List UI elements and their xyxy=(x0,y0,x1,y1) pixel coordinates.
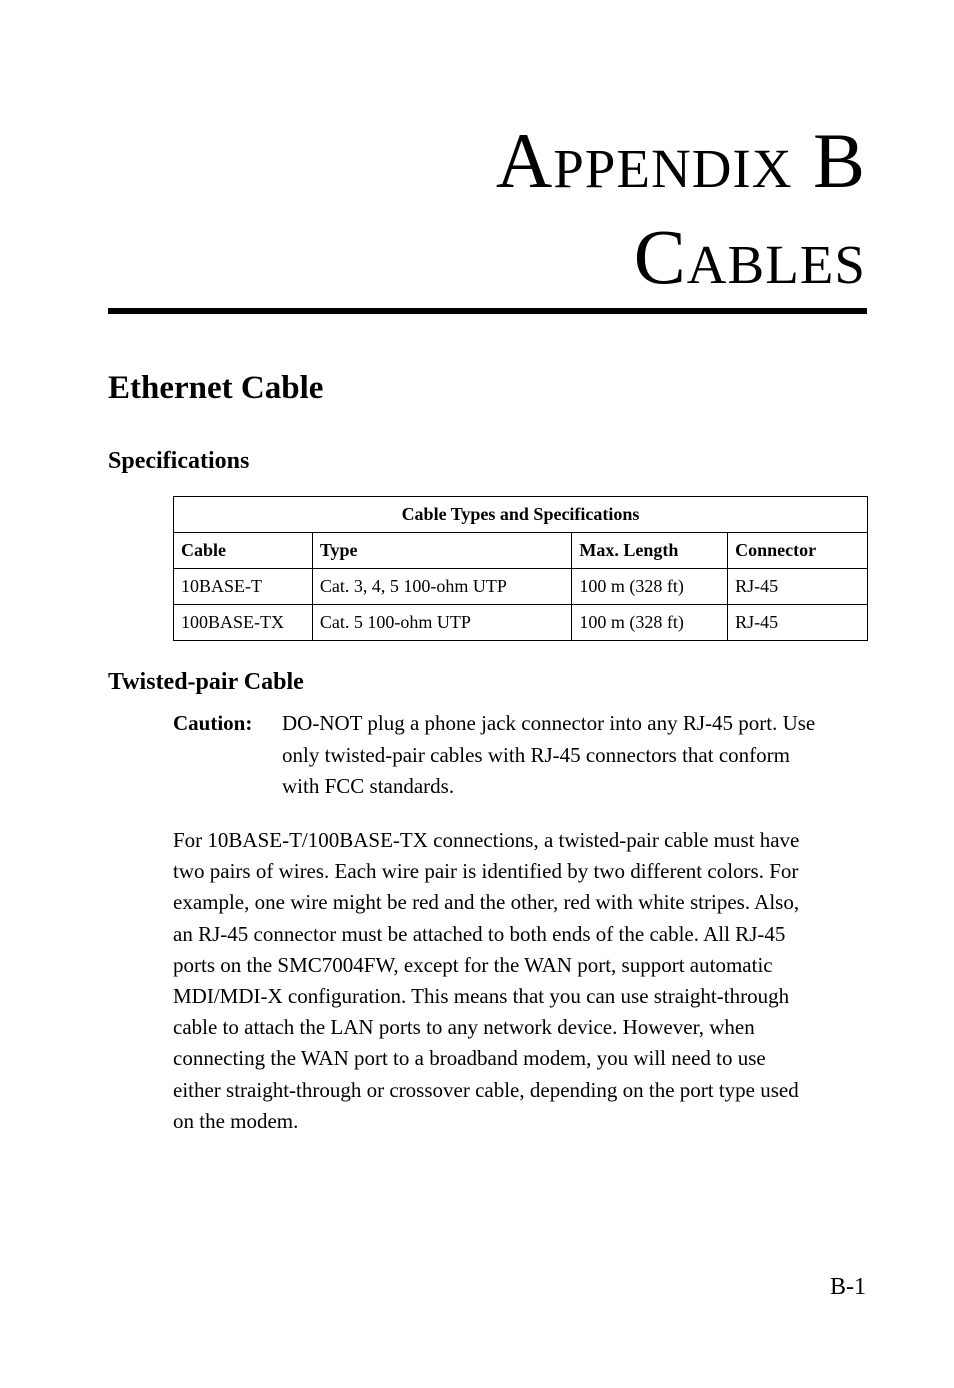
table-header-cell: Connector xyxy=(728,533,868,569)
caution-text: DO-NOT plug a phone jack connector into any RJ-45 port. Use only twisted-pair cables with RJ-45 connectors that conform with FCC standards. xyxy=(282,711,816,798)
table-cell: 100 m (328 ft) xyxy=(572,569,728,605)
table-header-row xyxy=(174,533,868,569)
table-cell: 10BASE-T xyxy=(174,569,313,605)
table-caption-row xyxy=(174,497,868,533)
table-row xyxy=(174,569,868,605)
twisted-pair-heading: Twisted-pair Cable xyxy=(108,669,304,695)
caution-label: Caution: xyxy=(173,711,253,735)
table-cell: Cat. 5 100-ohm UTP xyxy=(312,605,571,641)
table-row xyxy=(174,605,868,641)
body-paragraph: For 10BASE-T/100BASE-TX connections, a twisted-pair cable must have two pairs of wires. Each wire pair is identified by two different colors. For example, one wire might be red and the other, red with white stripes. Also, an RJ-45 connector must be attached to both ends of the cable. All RJ-45 ports on the SMC7004FW, except for the WAN port, support automatic MDI/MDI-X configuration. This means that you can use straight-through cable to attach the LAN ports to any network device. However, when connecting the WAN port to a broadband modem, you will need to use either straight-through or crossover cable, depending on the port type used on the modem. xyxy=(173,828,800,1133)
table-cell: RJ-45 xyxy=(728,605,868,641)
section-title: Ethernet Cable xyxy=(108,370,324,406)
table-cell: 100BASE-TX xyxy=(174,605,313,641)
table-caption: Cable Types and Specifications xyxy=(174,497,868,533)
table-header-cell: Type xyxy=(312,533,571,569)
cable-spec-table xyxy=(173,496,868,641)
page-number: B-1 xyxy=(830,1274,866,1300)
chapter-title-appendix: Appendix B xyxy=(495,117,866,204)
table-cell: RJ-45 xyxy=(728,569,868,605)
specifications-heading: Specifications xyxy=(108,448,250,474)
table-header-cell: Cable xyxy=(174,533,313,569)
chapter-rule xyxy=(108,308,867,314)
chapter-title-cables: Cables xyxy=(633,213,866,300)
table-header-cell: Max. Length xyxy=(572,533,728,569)
table-cell: 100 m (328 ft) xyxy=(572,605,728,641)
caution-note xyxy=(173,708,823,803)
table-cell: Cat. 3, 4, 5 100-ohm UTP xyxy=(312,569,571,605)
